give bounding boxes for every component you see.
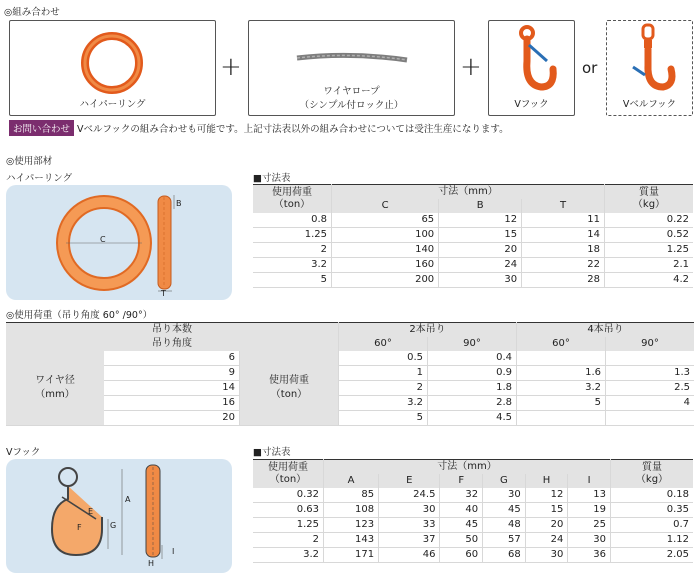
- hook-label-g: G: [110, 521, 117, 530]
- table-row: ワイヤ径 （mm） 6 使用荷重 （ton） 0.5 0.4: [6, 351, 694, 366]
- table-row: 3.2 171 46 60 68 30 36 2.05: [253, 548, 693, 563]
- combo-vhook-label: Vフック: [514, 99, 549, 110]
- ring-load-header: 使用荷重 （ton）: [253, 185, 332, 214]
- hang-angle-header: 吊り角度: [6, 337, 339, 351]
- ring-diagram: [6, 185, 232, 300]
- ring-table-caption: ■寸法表: [253, 173, 291, 184]
- ring-title: ハイパーリング: [6, 173, 73, 184]
- hook-dimension-table: 使用荷重 （ton） 寸法（mm） 質量 （kg） A E F G H I 0.32 85 24.5 32 30 12 13 0.18 0.63 108 30 40 45 15 19 0.35 1.25 123 33 45 48 20 25 0.7 2 143 37 50 57 24 30 1.12 3.2 171 46 60 68 30 36 2.05: [253, 459, 693, 563]
- combo-ring-label: ハイパーリング: [79, 99, 146, 110]
- parts-heading: ◎使用部材: [6, 156, 53, 167]
- inquiry-line: [9, 120, 509, 136]
- table-row: 14 2 1.8 3.2 2.5: [6, 381, 694, 396]
- plus-sign-1: +: [220, 52, 242, 82]
- table-row: 2 140 20 18 1.25: [253, 243, 693, 258]
- hook-title: Vフック: [6, 447, 41, 458]
- combo-vhook-box: [488, 20, 575, 116]
- ring-label-b: B: [176, 199, 182, 208]
- hook-label-f: F: [77, 523, 82, 532]
- two-leg-header: 2本吊り: [339, 323, 517, 338]
- ring-dimension-table: [253, 184, 693, 288]
- ring-label-c: C: [100, 235, 106, 244]
- ring-dim-header: 寸法（mm）: [332, 185, 605, 200]
- four-leg-header: 4本吊り: [517, 323, 695, 338]
- hook-diagram: [6, 459, 232, 573]
- hook-table-caption: ■寸法表: [253, 447, 291, 458]
- usage-load-header: 使用荷重 （ton）: [240, 351, 339, 426]
- table-row: 0.63 108 30 40 45 15 19 0.35: [253, 503, 693, 518]
- load-heading: ◎使用荷重（吊り角度 60° /90°）: [6, 310, 153, 321]
- hook-mass-header: 質量 （kg）: [611, 460, 694, 489]
- hook-dim-header: 寸法（mm）: [324, 460, 611, 475]
- hang-count-header: 吊り本数: [6, 323, 339, 338]
- ring-drawing: [6, 185, 232, 300]
- table-row: 1.25 100 15 14 0.52: [253, 228, 693, 243]
- load-table: 吊り本数 2本吊り 4本吊り 吊り角度 60° 90° 60° 90° ワイヤ径 （mm） 6 使用荷重 （ton） 0.5 0.4 9 1 0.9 1.6 1.3 14 2 1.8 3.2 2.5 16 3.2 2.8 5 4 20 5 4.5: [6, 322, 694, 426]
- table-row: 3.2 160 24 22 2.1: [253, 258, 693, 273]
- hook-label-i: I: [172, 547, 175, 556]
- hook-load-header: 使用荷重 （ton）: [253, 460, 324, 489]
- hook-drawing: [6, 459, 232, 573]
- ring-col-t: T: [522, 199, 605, 213]
- table-row: 0.32 85 24.5 32 30 12 13 0.18: [253, 488, 693, 503]
- v-bell-hook-image: [607, 21, 692, 101]
- v-hook-image: [489, 21, 574, 101]
- wire-diameter-header: ワイヤ径 （mm）: [6, 351, 104, 426]
- hook-label-e: E: [88, 507, 94, 516]
- table-row: 9 1 0.9 1.6 1.3: [6, 366, 694, 381]
- ring-mass-header: 質量 （kg）: [605, 185, 694, 214]
- table-row: 2 143 37 50 57 24 30 1.12: [253, 533, 693, 548]
- table-row: 1.25 123 33 45 48 20 25 0.7: [253, 518, 693, 533]
- ring-image: [10, 21, 215, 101]
- combo-wire-label: ワイヤロープ: [323, 86, 380, 97]
- or-text: or: [582, 59, 598, 77]
- ring-label-t: T: [161, 289, 166, 298]
- hook-label-a: A: [125, 495, 131, 504]
- table-row: 16 3.2 2.8 5 4: [6, 396, 694, 411]
- ring-col-c: C: [332, 199, 439, 213]
- combo-vbellhook-label: Vベルフック: [622, 99, 677, 110]
- plus-sign-2: +: [460, 52, 482, 82]
- inquiry-badge[interactable]: お問い合わせ: [9, 120, 74, 136]
- table-row: 0.8 65 12 11 0.22: [253, 213, 693, 228]
- hook-label-h: H: [148, 559, 155, 568]
- combo-wire-box: [248, 20, 455, 116]
- combo-heading: ◎組み合わせ: [4, 7, 60, 18]
- wire-rope-image: [249, 21, 454, 91]
- table-row: 20 5 4.5: [6, 411, 694, 426]
- combo-vbellhook-box: [606, 20, 693, 116]
- table-row: 5 200 30 28 4.2: [253, 273, 693, 288]
- combo-wire-label2: （シンプル付ロック止）: [299, 100, 404, 111]
- inquiry-text: Vベルフックの組み合わせも可能です。上記寸法表以外の組み合わせについては受注生産になります。: [77, 124, 509, 135]
- combo-ring-box: [9, 20, 216, 116]
- ring-col-b: B: [439, 199, 522, 213]
